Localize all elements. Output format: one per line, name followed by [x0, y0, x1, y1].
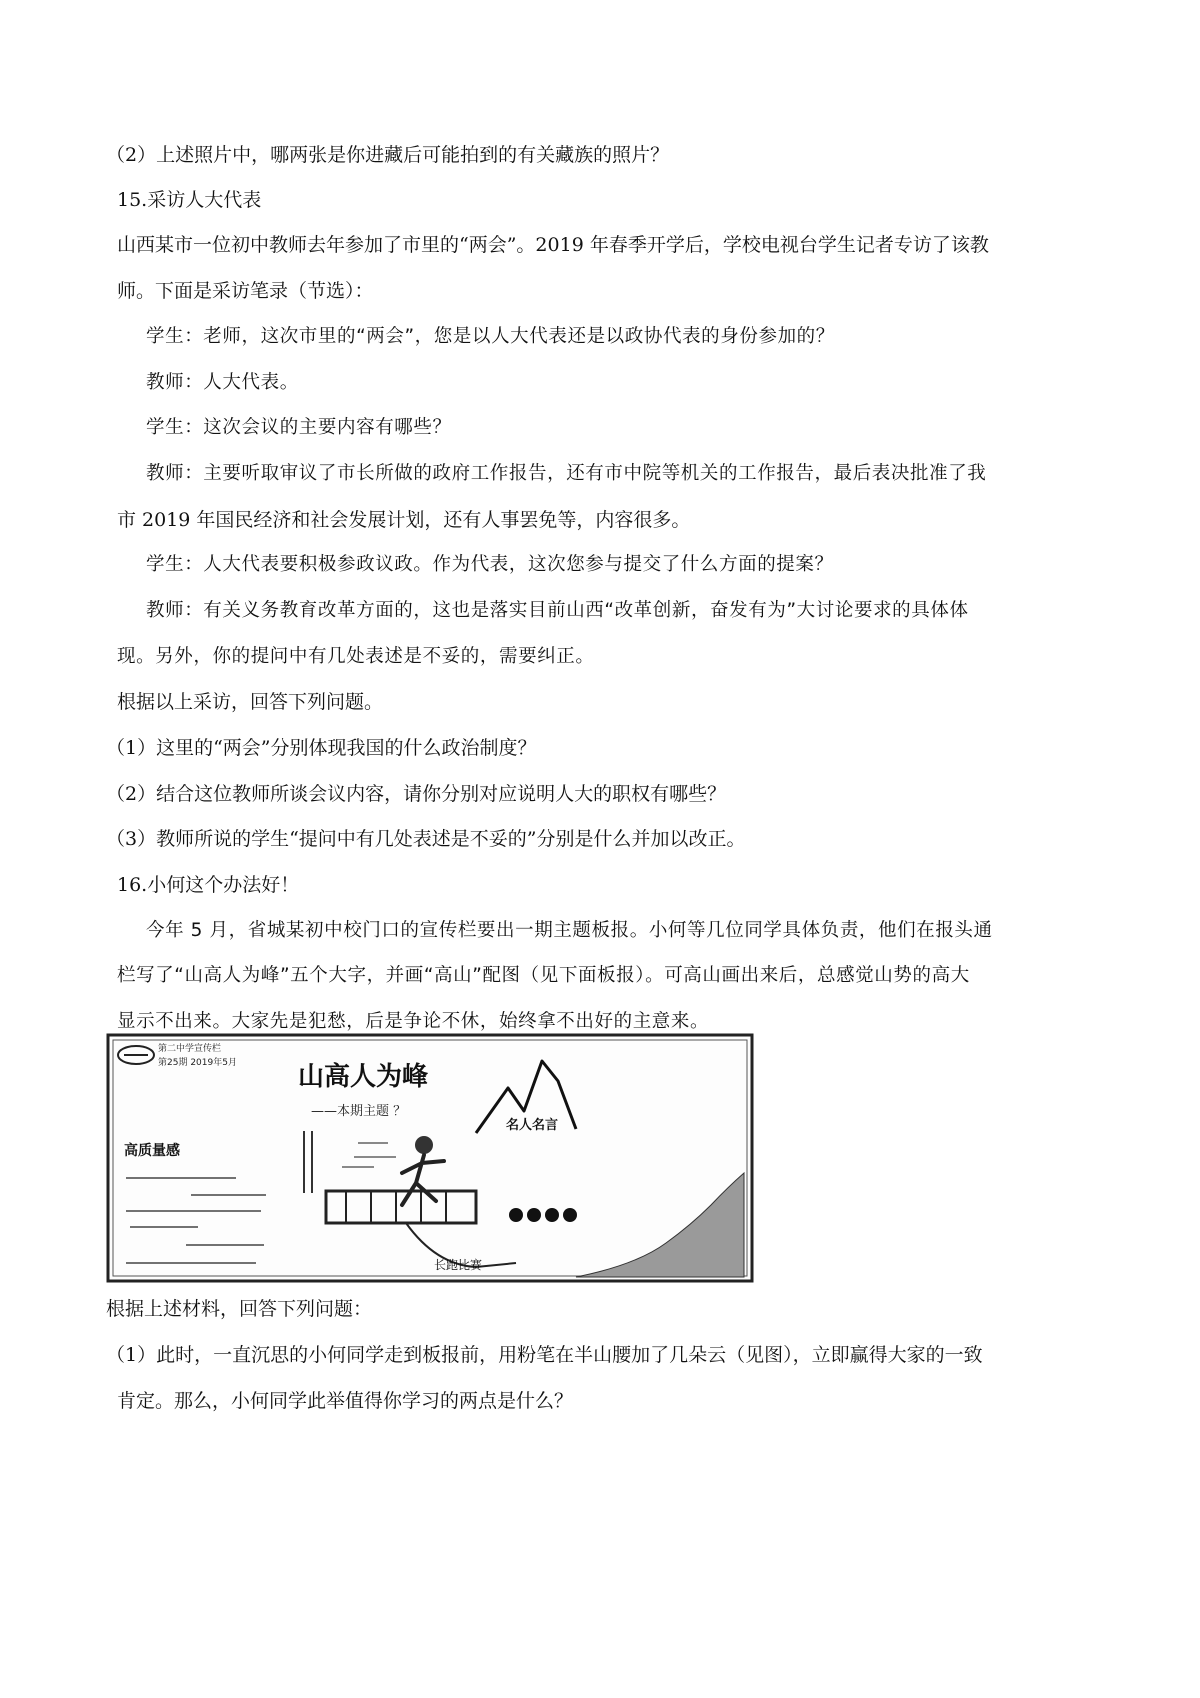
masthead-line-2: 第25期 2019年5月 [158, 1058, 237, 1068]
q16-paragraph-line-3: 显示不出来。大家先是犯愁，后是争论不休，始终拿不出好的主意来。 [117, 1011, 710, 1032]
q16-paragraph-line-2: 栏写了“山高人为峰”五个大字，并画“高山”配图（见下面板报）。可高山画出来后，总感觉山势的高大 [117, 965, 970, 986]
q15-intro-line-1: 山西某市一位初中教师去年参加了市里的“两会”。2019 年春季开学后，学校电视台学生记者专访了该教 [117, 234, 989, 256]
figure-border [108, 1035, 752, 1281]
q15-question-2: （2）结合这位教师所谈会议内容，请你分别对应说明人大的职权有哪些？ [106, 783, 727, 805]
q15-question-1: （1）这里的“两会”分别体现我国的什么政治制度？ [106, 737, 537, 759]
dialog-line: 学生：老师，这次市里的“两会”，您是以人大代表还是以政协代表的身份参加的？ [146, 326, 835, 347]
dialog-line: 市 2019 年国民经济和社会发展计划，还有人事罢免等，内容很多。 [117, 509, 691, 531]
dialog-line: 学生：这次会议的主要内容有哪些？ [146, 417, 452, 438]
dialog-line: 现。另外，你的提问中有几处表述是不妥的，需要纠正。 [117, 646, 595, 667]
runner-caption: 长跑比赛 [434, 1258, 483, 1272]
q15-title: 15.采访人大代表 [117, 189, 262, 211]
headline-text: 山高人为峰 [298, 1062, 429, 1092]
q16-paragraph-line-1: 今年 5 月，省城某初中校门口的宣传栏要出一期主题板报。小何等几位同学具体负责，他们在报头通 [146, 920, 993, 941]
dialog-line: 教师：有关义务教育改革方面的，这也是落实目前山西“改革创新，奋发有为”大讨论要求的具体体 [146, 600, 969, 621]
dialog-line: 学生：人大代表要积极参政议政。作为代表，这次您参与提交了什么方面的提案？ [146, 554, 834, 575]
q15-prompt: 根据以上采访，回答下列问题。 [117, 691, 384, 713]
right-column-header: 名人名言 [506, 1118, 559, 1133]
dialog-line: 教师：人大代表。 [146, 372, 299, 393]
blackboard-newspaper-image [106, 1033, 754, 1283]
q16-prompt: 根据上述材料，回答下列问题： [106, 1298, 373, 1320]
q15-question-3: （3）教师所说的学生“提问中有几处表述是不妥的”分别是什么并加以改正。 [106, 828, 746, 850]
q16-question-1-line-2: 肯定。那么，小何同学此举值得你学习的两点是什么？ [117, 1390, 574, 1412]
q16-question-1-line-1: （1）此时，一直沉思的小何同学走到板报前，用粉笔在半山腰加了几朵云（见图），立即赢得大家的一致 [106, 1344, 983, 1366]
blackboard-figure-svg [106, 1033, 754, 1283]
dialog-line: 教师：主要听取审议了市长所做的政府工作报告，还有市中院等机关的工作报告，最后表决批准了我 [146, 463, 987, 484]
headline-subtitle: ——本期主题 ？ [311, 1104, 407, 1119]
q14-subquestion-2: （2）上述照片中，哪两张是你进藏后可能拍到的有关藏族的照片？ [106, 144, 670, 166]
masthead-line-1: 第二中学宣传栏 [158, 1044, 222, 1054]
q16-title: 16.小何这个办法好！ [117, 874, 300, 896]
left-column-header: 高质量感 [124, 1143, 180, 1159]
q15-intro-line-2: 师。下面是采访笔录（节选）： [117, 280, 374, 302]
